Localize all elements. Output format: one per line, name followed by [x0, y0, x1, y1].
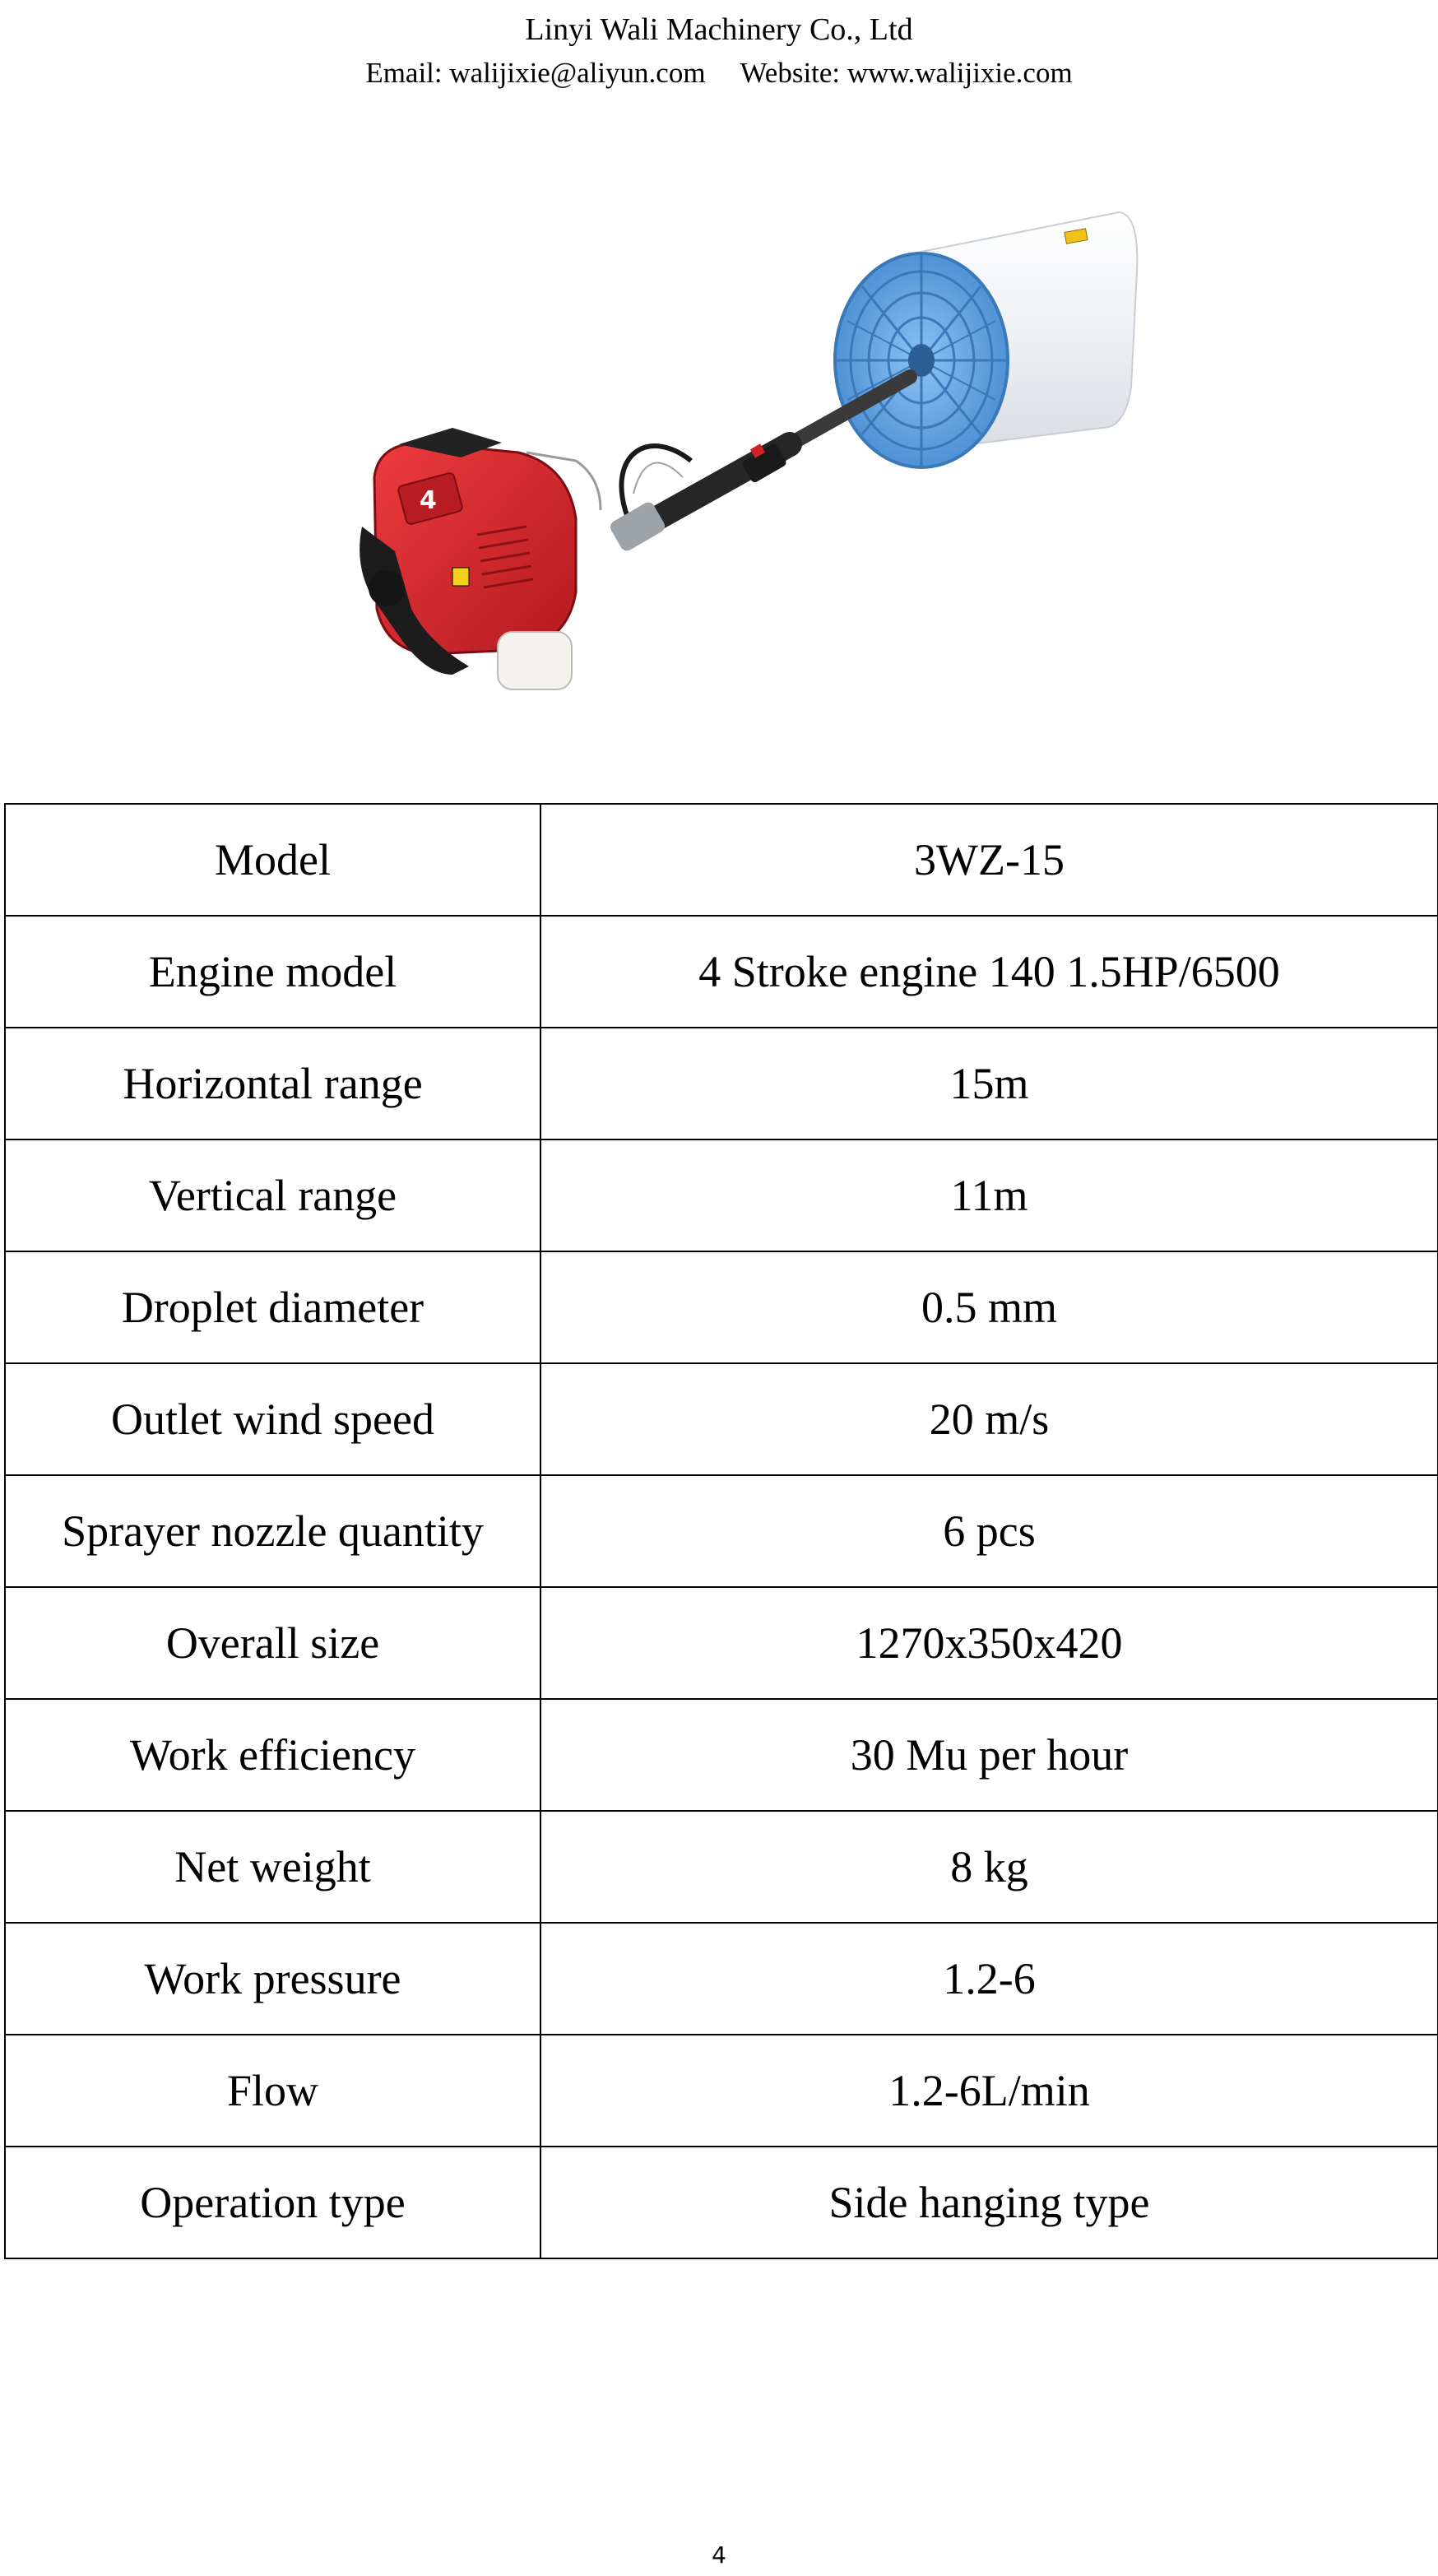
- table-row: [5, 1028, 1438, 1139]
- spec-table: [4, 803, 1438, 2259]
- fan-guard: [835, 253, 1008, 467]
- spec-value: 3WZ-15: [540, 804, 1438, 916]
- spec-value: 0.5 mm: [540, 1251, 1438, 1363]
- spec-label: Operation type: [5, 2147, 540, 2258]
- spec-label: Droplet diameter: [5, 1251, 540, 1363]
- page-number: 4: [712, 2541, 726, 2569]
- engine: [360, 428, 601, 689]
- table-row: [5, 1251, 1438, 1363]
- spec-label: Flow: [5, 2035, 540, 2147]
- spec-label: Outlet wind speed: [5, 1363, 540, 1475]
- table-row: [5, 1139, 1438, 1251]
- table-row: [5, 804, 1438, 916]
- spec-value: 8 kg: [540, 1811, 1438, 1923]
- product-image: [329, 181, 1152, 740]
- table-row: [5, 1699, 1438, 1811]
- spec-label: Work efficiency: [5, 1699, 540, 1811]
- spec-value: Side hanging type: [540, 2147, 1438, 2258]
- company-name: Linyi Wali Machinery Co., Ltd: [525, 12, 913, 47]
- spec-value: 11m: [540, 1139, 1438, 1251]
- spec-value: 1.2-6L/min: [540, 2035, 1438, 2147]
- spec-label: Net weight: [5, 1811, 540, 1923]
- table-row: [5, 916, 1438, 1028]
- spec-label: Overall size: [5, 1587, 540, 1699]
- email-text: Email: walijixie@aliyun.com: [365, 57, 706, 89]
- spec-label: Horizontal range: [5, 1028, 540, 1139]
- spec-value: 1270x350x420: [540, 1587, 1438, 1699]
- table-row: [5, 1587, 1438, 1699]
- table-row: [5, 1811, 1438, 1923]
- spec-label: Sprayer nozzle quantity: [5, 1475, 540, 1587]
- spec-label: Vertical range: [5, 1139, 540, 1251]
- spec-value: 6 pcs: [540, 1475, 1438, 1587]
- spec-table-body: [5, 804, 1438, 2258]
- spec-value: 30 Mu per hour: [540, 1699, 1438, 1811]
- table-row: [5, 1475, 1438, 1587]
- spec-value: 15m: [540, 1028, 1438, 1139]
- table-row: [5, 2147, 1438, 2258]
- table-row: [5, 1363, 1438, 1475]
- spec-value: 4 Stroke engine 140 1.5HP/6500: [540, 916, 1438, 1028]
- table-row: [5, 2035, 1438, 2147]
- engine-badge: 4: [420, 486, 437, 515]
- website-text: Website: www.walijixie.com: [740, 57, 1073, 89]
- spec-label: Work pressure: [5, 1923, 540, 2035]
- contact-line: [0, 56, 1438, 91]
- spray-tube: [608, 377, 910, 553]
- table-row: [5, 1923, 1438, 2035]
- spec-label: Engine model: [5, 916, 540, 1028]
- spec-value: 20 m/s: [540, 1363, 1438, 1475]
- spec-value: 1.2-6: [540, 1923, 1438, 2035]
- spec-label: Model: [5, 804, 540, 916]
